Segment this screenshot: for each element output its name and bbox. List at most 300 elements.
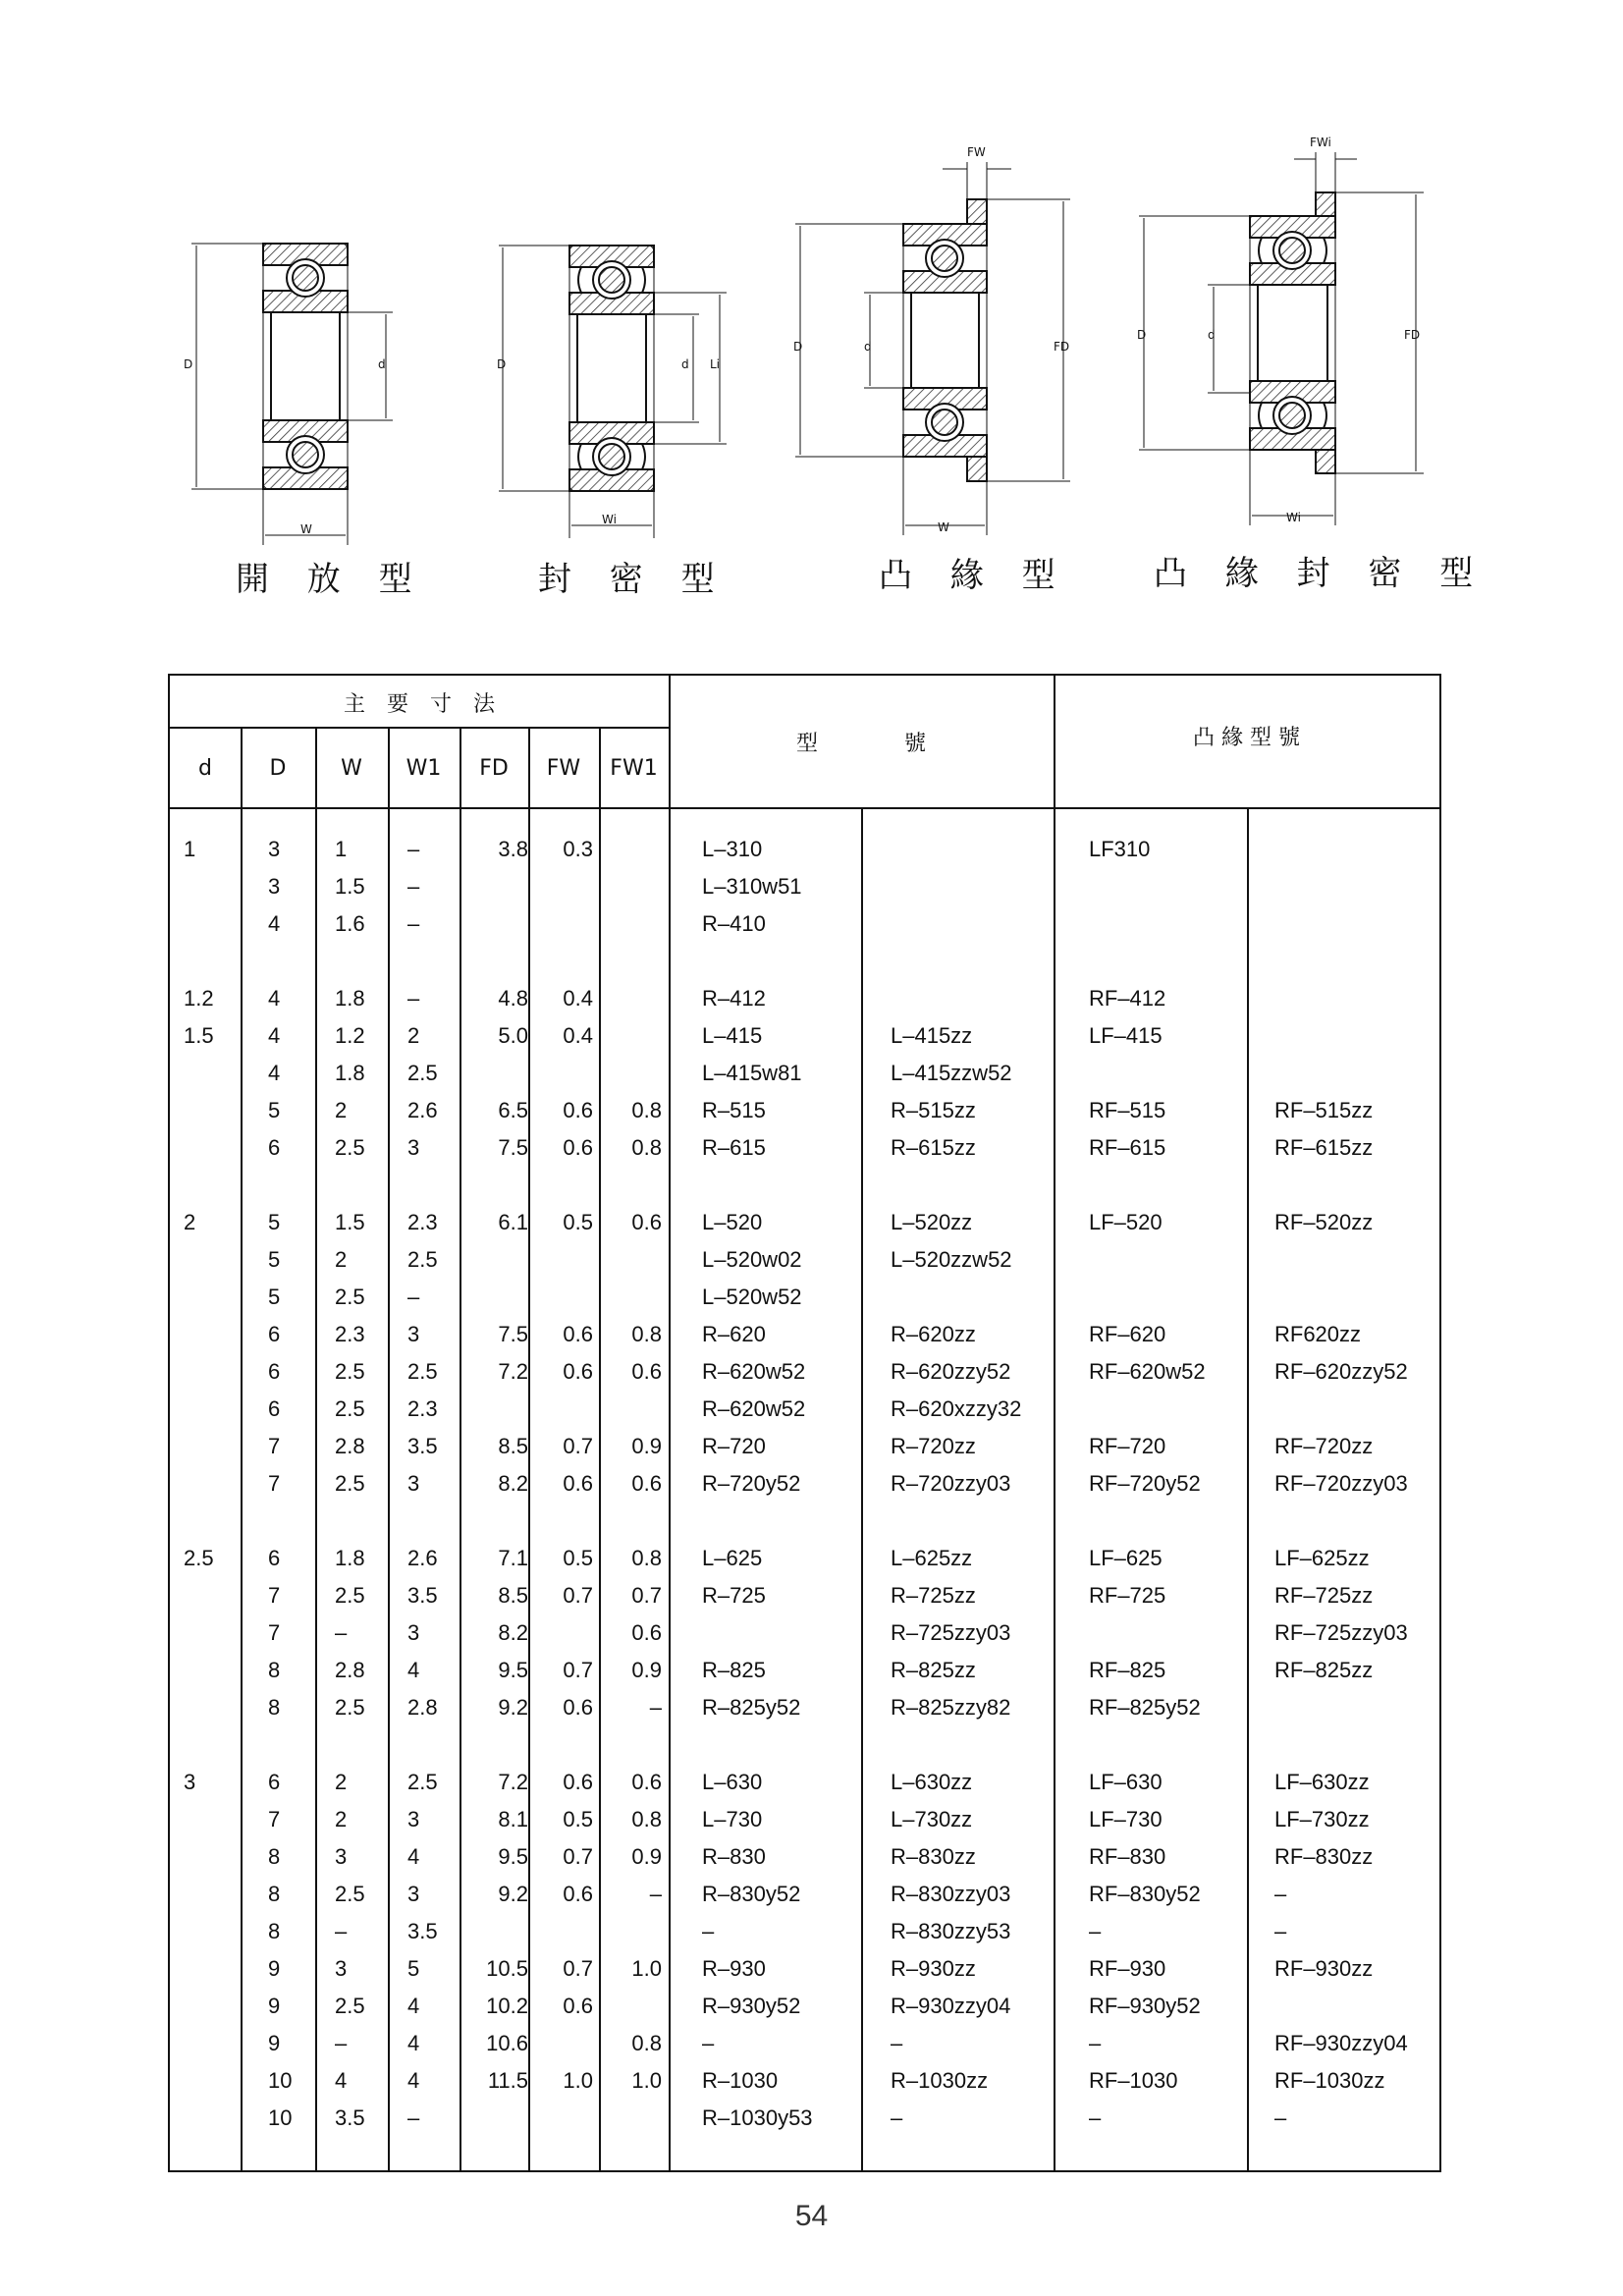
table-cell: RF–620w52 — [1089, 1359, 1206, 1384]
table-cell: 2.5 — [335, 1583, 365, 1608]
table-cell: RF–1030zz — [1274, 2068, 1385, 2093]
table-cell: – — [335, 2031, 348, 2055]
table-cell: RF–620 — [1089, 1322, 1166, 1346]
table-cell: RF–720 — [1089, 1434, 1166, 1458]
table-cell: 2 — [335, 1247, 348, 1272]
column-rule — [1054, 676, 1055, 2170]
table-cell: R–410 — [702, 911, 766, 936]
table-cell: 2.3 — [407, 1210, 438, 1234]
table-cell: RF–830y52 — [1089, 1882, 1201, 1906]
dim-label: W — [300, 522, 312, 536]
table-cell: 8.5 — [498, 1434, 528, 1458]
table-cell: 1 — [184, 837, 196, 861]
table-cell: RF–725zzy03 — [1274, 1620, 1408, 1645]
table-cell: R–1030y53 — [702, 2105, 813, 2130]
table-cell: 0.4 — [563, 986, 593, 1011]
table-cell: 0.5 — [563, 1807, 593, 1831]
table-cell: 2.5 — [335, 1135, 365, 1160]
table-cell: RF–412 — [1089, 986, 1166, 1011]
table-cell: 4 — [268, 1061, 281, 1085]
table-cell: 9.2 — [498, 1695, 528, 1720]
table-cell: RF–720zz — [1274, 1434, 1374, 1458]
table-cell: 1.5 — [184, 1023, 214, 1048]
table-cell: 5.0 — [498, 1023, 528, 1048]
table-cell: 8 — [268, 1919, 281, 1943]
table-cell: R–830zzy53 — [891, 1919, 1011, 1943]
table-cell: – — [1274, 1882, 1287, 1906]
table-cell: 7 — [268, 1807, 281, 1831]
sealed-bearing-diagram — [499, 246, 727, 538]
table-cell: 3.5 — [407, 1434, 438, 1458]
table-cell: RF–615zz — [1274, 1135, 1374, 1160]
table-cell: 3 — [407, 1882, 420, 1906]
table-cell: 0.7 — [563, 1956, 593, 1981]
dim-label: d — [378, 357, 386, 371]
table-cell: L–310 — [702, 837, 763, 861]
table-cell: R–830zzy03 — [891, 1882, 1011, 1906]
table-cell: 7 — [268, 1620, 281, 1645]
table-cell: – — [1274, 2105, 1287, 2130]
header-flanged-model-number: 凸 緣 型 號 — [1193, 726, 1300, 750]
table-cell: 6.1 — [498, 1210, 528, 1234]
header-divider — [170, 727, 669, 729]
table-cell: R–620xzzy32 — [891, 1396, 1022, 1421]
table-cell: 3 — [268, 837, 281, 861]
table-cell: – — [407, 837, 420, 861]
table-cell: 3.5 — [407, 1583, 438, 1608]
table-cell: 4 — [407, 1658, 420, 1682]
table-cell: 0.6 — [563, 1695, 593, 1720]
table-cell: RF–725zz — [1274, 1583, 1374, 1608]
open-bearing-diagram — [191, 244, 393, 545]
flanged-bearing-diagram — [795, 162, 1070, 535]
table-cell: 5 — [268, 1247, 281, 1272]
table-cell: LF–625 — [1089, 1546, 1163, 1570]
table-cell: 4 — [407, 1844, 420, 1869]
table-cell: R–930y52 — [702, 1994, 801, 2018]
table-cell: RF–720y52 — [1089, 1471, 1201, 1496]
caption-open-type: 開 放 型 — [236, 560, 426, 599]
table-cell: 4 — [335, 2068, 348, 2093]
spec-table — [168, 674, 1441, 2172]
column-header-fw1: FW1 — [610, 756, 658, 781]
table-cell: 0.6 — [563, 1135, 593, 1160]
table-cell: L–415zzw52 — [891, 1061, 1012, 1085]
table-cell: 1.8 — [335, 986, 365, 1011]
table-cell: RF–725 — [1089, 1583, 1166, 1608]
column-rule — [1247, 807, 1249, 2170]
table-cell: L–625zz — [891, 1546, 973, 1570]
table-cell: 10 — [268, 2105, 293, 2130]
table-cell: 8.1 — [498, 1807, 528, 1831]
table-cell: L–520w52 — [702, 1285, 802, 1309]
table-cell: R–825 — [702, 1658, 766, 1682]
table-cell: R–930 — [702, 1956, 766, 1981]
column-rule — [861, 807, 863, 2170]
table-cell: R–830zz — [891, 1844, 976, 1869]
table-cell: 0.9 — [631, 1434, 662, 1458]
table-cell: RF–825y52 — [1089, 1695, 1201, 1720]
table-cell: LF310 — [1089, 837, 1151, 861]
table-cell: R–515zz — [891, 1098, 976, 1122]
table-cell: 0.6 — [563, 1770, 593, 1794]
table-cell: 1.0 — [631, 2068, 662, 2093]
table-cell: – — [407, 874, 420, 899]
table-cell: 10.5 — [486, 1956, 528, 1981]
table-cell: RF–930zzy04 — [1274, 2031, 1408, 2055]
table-cell: 8 — [268, 1658, 281, 1682]
column-rule — [669, 676, 671, 2170]
table-cell: 1.0 — [563, 2068, 593, 2093]
table-cell: LF–730 — [1089, 1807, 1163, 1831]
table-cell: 3 — [268, 874, 281, 899]
dim-label: d — [681, 357, 689, 371]
column-header-fd: FD — [479, 756, 509, 781]
table-cell: 0.6 — [631, 1770, 662, 1794]
dim-label: D — [1137, 328, 1147, 342]
table-cell: 0.8 — [631, 1807, 662, 1831]
table-cell: R–725zzy03 — [891, 1620, 1011, 1645]
table-cell: 0.7 — [563, 1844, 593, 1869]
table-cell: 2 — [407, 1023, 420, 1048]
table-cell: 3 — [335, 1844, 348, 1869]
table-cell: 0.9 — [631, 1844, 662, 1869]
table-cell: RF–930zz — [1274, 1956, 1374, 1981]
table-cell: 0.8 — [631, 1322, 662, 1346]
table-cell: 3 — [407, 1807, 420, 1831]
table-cell: R–725zz — [891, 1583, 976, 1608]
table-cell: 0.6 — [563, 1098, 593, 1122]
table-cell: 0.3 — [563, 837, 593, 861]
table-cell: 3.5 — [407, 1919, 438, 1943]
table-cell: R–620zzy52 — [891, 1359, 1011, 1384]
page-number: 54 — [794, 2200, 829, 2232]
dim-label: d — [1208, 328, 1216, 342]
table-cell: 2.5 — [407, 1247, 438, 1272]
table-cell: 0.5 — [563, 1210, 593, 1234]
table-cell: R–825zzy82 — [891, 1695, 1011, 1720]
table-cell: – — [649, 1882, 662, 1906]
table-cell: 8 — [268, 1695, 281, 1720]
table-cell: 4 — [407, 2031, 420, 2055]
table-cell: RF–620zzy52 — [1274, 1359, 1408, 1384]
table-cell: 2.5 — [335, 1695, 365, 1720]
table-cell: 2.5 — [335, 1994, 365, 2018]
table-cell: 0.7 — [563, 1434, 593, 1458]
table-cell: 8 — [268, 1844, 281, 1869]
dim-label: Wi — [1286, 511, 1301, 524]
table-cell: 9 — [268, 2031, 281, 2055]
table-cell: 5 — [268, 1098, 281, 1122]
table-cell: RF–830 — [1089, 1844, 1166, 1869]
table-cell: 6 — [268, 1396, 281, 1421]
column-header-d: D — [269, 756, 287, 781]
table-cell: 8.2 — [498, 1471, 528, 1496]
table-cell: 9.5 — [498, 1658, 528, 1682]
table-cell: 10 — [268, 2068, 293, 2093]
table-cell: 2.5 — [407, 1359, 438, 1384]
dim-label: d — [864, 340, 872, 354]
table-cell: – — [649, 1695, 662, 1720]
table-cell: RF–515zz — [1274, 1098, 1374, 1122]
table-cell: 2.8 — [335, 1434, 365, 1458]
table-cell: R–720zz — [891, 1434, 976, 1458]
table-cell: LF–630zz — [1274, 1770, 1370, 1794]
dim-label: FW — [967, 145, 986, 159]
table-cell: 7.5 — [498, 1135, 528, 1160]
table-cell: 3 — [335, 1956, 348, 1981]
table-cell: 11.5 — [487, 2068, 528, 2093]
table-cell: 7 — [268, 1434, 281, 1458]
table-cell: L–520 — [702, 1210, 763, 1234]
table-cell: 7 — [268, 1583, 281, 1608]
table-cell: 6 — [268, 1322, 281, 1346]
table-cell: R–515 — [702, 1098, 766, 1122]
column-header-w1: W1 — [406, 756, 442, 781]
table-cell: RF–615 — [1089, 1135, 1166, 1160]
table-cell: – — [407, 1285, 420, 1309]
table-cell: 0.9 — [631, 1658, 662, 1682]
table-cell: 5 — [268, 1285, 281, 1309]
table-cell: 8 — [268, 1882, 281, 1906]
table-cell: 3 — [407, 1322, 420, 1346]
table-cell: 2.5 — [407, 1061, 438, 1085]
table-cell: LF–520 — [1089, 1210, 1163, 1234]
table-cell: 6.5 — [498, 1098, 528, 1122]
table-cell: 1.8 — [335, 1061, 365, 1085]
dim-label: W — [938, 520, 949, 534]
table-cell: 9.2 — [498, 1882, 528, 1906]
table-cell: 7.2 — [498, 1359, 528, 1384]
table-cell: – — [891, 2105, 903, 2130]
table-cell: L–415zz — [891, 1023, 973, 1048]
column-rule — [241, 727, 243, 2170]
dim-label: FD — [1054, 340, 1070, 354]
table-cell: R–620w52 — [702, 1396, 806, 1421]
dim-label: FD — [1404, 328, 1421, 342]
dim-label: FWi — [1310, 136, 1331, 149]
table-cell: R–720zzy03 — [891, 1471, 1011, 1496]
table-cell: LF–415 — [1089, 1023, 1163, 1048]
table-cell: L–415w81 — [702, 1061, 802, 1085]
table-cell: – — [1089, 1919, 1102, 1943]
dim-label: Wi — [602, 513, 617, 526]
table-cell: 0.5 — [563, 1546, 593, 1570]
table-cell: R–620 — [702, 1322, 766, 1346]
table-cell: 0.6 — [563, 1882, 593, 1906]
table-cell: RF–1030 — [1089, 2068, 1178, 2093]
table-cell: 0.6 — [563, 1994, 593, 2018]
table-cell: 4.8 — [498, 986, 528, 1011]
table-cell: R–620w52 — [702, 1359, 806, 1384]
table-cell: 0.7 — [563, 1583, 593, 1608]
table-cell: 7.2 — [498, 1770, 528, 1794]
table-cell: 0.6 — [631, 1359, 662, 1384]
table-cell: 4 — [407, 1994, 420, 2018]
table-cell: 1.8 — [335, 1546, 365, 1570]
table-cell: 3.8 — [498, 837, 528, 861]
column-rule — [388, 727, 390, 2170]
table-cell: 2 — [335, 1098, 348, 1122]
table-cell: 0.8 — [631, 2031, 662, 2055]
table-cell: 6 — [268, 1770, 281, 1794]
table-cell: 1.0 — [631, 1956, 662, 1981]
table-cell: RF–825 — [1089, 1658, 1166, 1682]
table-cell: 0.8 — [631, 1546, 662, 1570]
table-cell: 5 — [268, 1210, 281, 1234]
table-cell: R–1030 — [702, 2068, 779, 2093]
table-cell: 3 — [407, 1135, 420, 1160]
dim-label: Li — [710, 357, 721, 371]
table-cell: 0.8 — [631, 1135, 662, 1160]
table-cell: 1.5 — [335, 1210, 365, 1234]
table-cell: 4 — [268, 911, 281, 936]
table-cell: R–615 — [702, 1135, 766, 1160]
table-cell: 6 — [268, 1359, 281, 1384]
table-cell: 9 — [268, 1994, 281, 2018]
table-cell: L–415 — [702, 1023, 763, 1048]
table-cell: 1.2 — [335, 1023, 365, 1048]
table-cell: 0.6 — [563, 1471, 593, 1496]
table-cell: – — [407, 986, 420, 1011]
table-cell: RF–515 — [1089, 1098, 1166, 1122]
table-cell: LF–730zz — [1274, 1807, 1370, 1831]
table-cell: R–825y52 — [702, 1695, 801, 1720]
table-cell: RF–825zz — [1274, 1658, 1374, 1682]
caption-sealed-type: 封 密 型 — [538, 560, 729, 599]
column-header-d: d — [198, 756, 212, 781]
table-cell: 7.5 — [498, 1322, 528, 1346]
table-cell: 0.6 — [631, 1620, 662, 1645]
table-cell: 0.6 — [631, 1471, 662, 1496]
flanged-sealed-bearing-diagram — [1139, 152, 1424, 525]
table-cell: 2.5 — [335, 1285, 365, 1309]
table-cell: 1 — [335, 837, 348, 861]
table-cell: L–730zz — [891, 1807, 973, 1831]
table-cell: RF–520zz — [1274, 1210, 1374, 1234]
table-cell: 2.6 — [407, 1546, 438, 1570]
table-cell: R–620zz — [891, 1322, 976, 1346]
table-cell: 1.6 — [335, 911, 365, 936]
table-cell: – — [1274, 1919, 1287, 1943]
dim-label: D — [184, 357, 193, 371]
table-cell: R–720y52 — [702, 1471, 801, 1496]
table-cell: 0.4 — [563, 1023, 593, 1048]
table-cell: 3 — [184, 1770, 196, 1794]
table-cell: 2.5 — [335, 1882, 365, 1906]
caption-flanged-sealed-type: 凸 緣 封 密 型 — [1154, 554, 1488, 593]
table-cell: 2 — [335, 1770, 348, 1794]
table-cell: 2.5 — [335, 1396, 365, 1421]
table-cell: 8.2 — [498, 1620, 528, 1645]
table-cell: 2.5 — [407, 1770, 438, 1794]
table-cell: L–630zz — [891, 1770, 973, 1794]
table-cell: 0.6 — [563, 1359, 593, 1384]
table-cell: – — [1089, 2031, 1102, 2055]
table-cell: 10.6 — [486, 2031, 528, 2055]
table-cell: R–412 — [702, 986, 766, 1011]
table-cell: 7 — [268, 1471, 281, 1496]
table-cell: 7.1 — [498, 1546, 528, 1570]
table-cell: – — [1089, 2105, 1102, 2130]
table-cell: LF–630 — [1089, 1770, 1163, 1794]
table-cell: 9.5 — [498, 1844, 528, 1869]
table-cell: – — [702, 1919, 715, 1943]
table-cell: L–730 — [702, 1807, 763, 1831]
table-cell: 1.2 — [184, 986, 214, 1011]
bearing-diagrams — [0, 0, 1623, 629]
table-cell: 0.6 — [563, 1322, 593, 1346]
table-cell: R–1030zz — [891, 2068, 989, 2093]
table-cell: – — [335, 1919, 348, 1943]
table-cell: RF–720zzy03 — [1274, 1471, 1408, 1496]
table-cell: – — [891, 2031, 903, 2055]
table-cell: 0.6 — [631, 1210, 662, 1234]
table-cell: L–520zz — [891, 1210, 973, 1234]
header-main-dimensions: 主 要 寸 法 — [343, 692, 495, 717]
column-header-fw: FW — [546, 756, 581, 781]
table-cell: 6 — [268, 1546, 281, 1570]
table-cell: 3 — [407, 1471, 420, 1496]
caption-flanged-type: 凸 緣 型 — [879, 556, 1069, 595]
table-cell: 2.5 — [335, 1471, 365, 1496]
table-cell: – — [407, 911, 420, 936]
table-cell: L–520w02 — [702, 1247, 802, 1272]
table-cell: R–930zzy04 — [891, 1994, 1011, 2018]
table-cell: 0.7 — [563, 1658, 593, 1682]
table-cell: 2.3 — [335, 1322, 365, 1346]
table-cell: 2.5 — [184, 1546, 214, 1570]
table-cell: RF–930 — [1089, 1956, 1166, 1981]
table-cell: R–720 — [702, 1434, 766, 1458]
table-cell: L–630 — [702, 1770, 763, 1794]
dim-label: D — [497, 357, 507, 371]
table-cell: 3.5 — [335, 2105, 365, 2130]
table-cell: L–520zzw52 — [891, 1247, 1012, 1272]
table-cell: 4 — [268, 986, 281, 1011]
table-cell: 0.7 — [631, 1583, 662, 1608]
table-cell: R–825zz — [891, 1658, 976, 1682]
table-cell: 8.5 — [498, 1583, 528, 1608]
table-cell: RF620zz — [1274, 1322, 1362, 1346]
table-cell: 0.8 — [631, 1098, 662, 1122]
table-cell: R–725 — [702, 1583, 766, 1608]
table-cell: LF–625zz — [1274, 1546, 1370, 1570]
table-cell: 2.6 — [407, 1098, 438, 1122]
column-rule — [315, 727, 317, 2170]
table-cell: – — [702, 2031, 715, 2055]
table-cell: 2 — [335, 1807, 348, 1831]
table-cell: R–615zz — [891, 1135, 976, 1160]
table-cell: RF–930y52 — [1089, 1994, 1201, 2018]
table-cell: 5 — [407, 1956, 420, 1981]
table-cell: 2.3 — [407, 1396, 438, 1421]
table-cell: 2.8 — [407, 1695, 438, 1720]
table-cell: R–830y52 — [702, 1882, 801, 1906]
header-model-number: 型 號 — [795, 732, 926, 756]
table-cell: 3 — [407, 1620, 420, 1645]
header-bottom-rule — [170, 807, 1439, 809]
table-cell: – — [407, 2105, 420, 2130]
table-cell: – — [335, 1620, 348, 1645]
table-cell: 10.2 — [486, 1994, 528, 2018]
table-cell: 4 — [268, 1023, 281, 1048]
table-cell: R–930zz — [891, 1956, 976, 1981]
table-cell: L–625 — [702, 1546, 763, 1570]
table-cell: 2.5 — [335, 1359, 365, 1384]
dim-label: D — [793, 340, 803, 354]
column-header-w: W — [341, 756, 362, 781]
